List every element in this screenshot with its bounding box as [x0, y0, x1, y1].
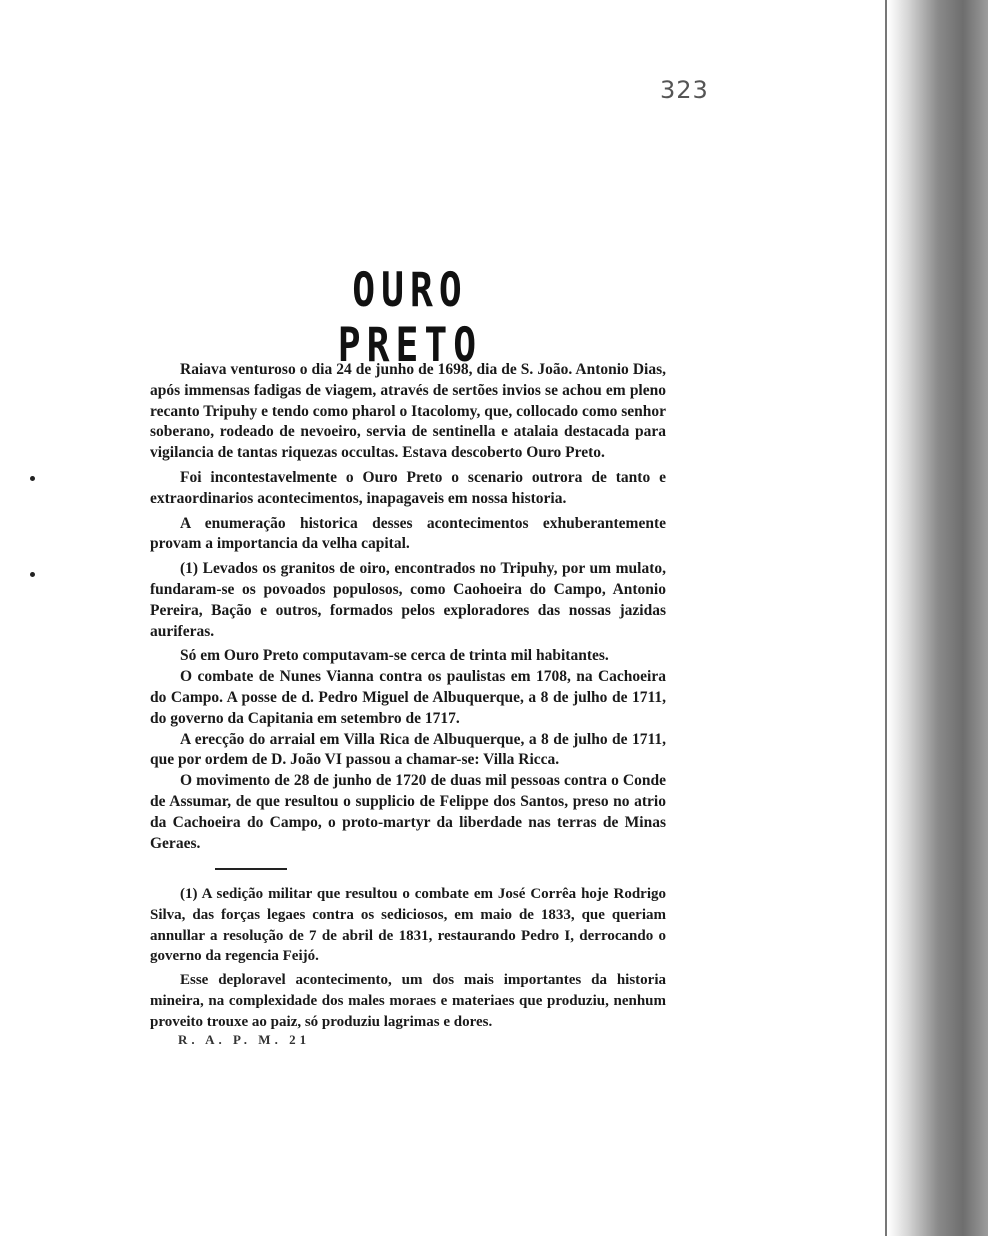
paragraph: Só em Ouro Preto computavam-se cerca de trinta mil habitantes.: [180, 647, 609, 665]
paragraph: A enumeração historica desses acontecimentos exhuberantemente provam a importancia da velha capital.: [150, 514, 666, 553]
paragraph: (1) Levados os granitos de oiro, encontrados no Tripuhy, por um mulato, fundaram-se os povoados populosos, como Caohoeira do Campo, Antonio Pereira, Bação e outros, formados pelos exploradores das nossas jazidas auriferas.: [150, 560, 666, 640]
paragraph: Foi incontestavelmente o Ouro Preto o scenario outrora de tanto e extraordinarios acontecimentos, inapagaveis em nossa historia.: [150, 468, 666, 507]
margin-mark: [30, 572, 35, 577]
paragraph: O movimento de 28 de junho de 1720 de duas mil pessoas contra o Conde de Assumar, de que resultou o supplicio de Felippe dos Santos, preso no atrio da Cachoeira do Campo, o proto-martyr da liberdade nas terras de Minas Geraes.: [150, 772, 666, 852]
footnote-divider: [215, 868, 287, 870]
footnote: Esse deploravel acontecimento, um dos mais importantes da historia mineira, na complexidade dos males moraes e materiaes que produziu, nenhum proveito trouxe ao paiz, só produziu lagrimas e dores.: [150, 972, 666, 1030]
page-number: 323: [660, 76, 709, 104]
page-edge-line: [885, 0, 887, 1236]
page-title: OURO PRETO: [337, 262, 483, 372]
page-edge-shadow: [888, 0, 988, 1236]
footnotes: [150, 884, 666, 1033]
body-text: [150, 360, 666, 854]
margin-mark: [30, 476, 35, 481]
paragraph: O combate de Nunes Vianna contra os paulistas em 1708, na Cachoeira do Campo. A posse de d. Pedro Miguel de Albuquerque, a 8 de julho de 1711, do governo da Capitania em setembro de 1717.: [150, 668, 666, 727]
signature-mark: R. A. P. M. 21: [178, 1032, 311, 1047]
paragraph: Raiava venturoso o dia 24 de junho de 1698, dia de S. João. Antonio Dias, após immensas fadigas de viagem, através de sertões invios se achou em pleno recanto Tripuhy e tendo como pharol o Itacolomy, que, collocado como senhor soberano, rodeado de nevoeiro, servia de sentinella e atalaia destacada para vigilancia de tantas riquezas occultas. Estava descoberto Ouro Preto.: [150, 361, 666, 462]
footnote: (1) A sedição militar que resultou o combate em José Corrêa hoje Rodrigo Silva, das forças legaes contra os sediciosos, em maio de 1833, que queriam annullar a resolução de 7 de abril de 1831, restaurando Pedro I, derrocando o governo da regencia Feijó.: [150, 886, 666, 965]
paragraph: A erecção do arraial em Villa Rica de Albuquerque, a 8 de julho de 1711, que por ordem de D. João VI passou a chamar-se: Villa Ricca.: [150, 730, 666, 769]
